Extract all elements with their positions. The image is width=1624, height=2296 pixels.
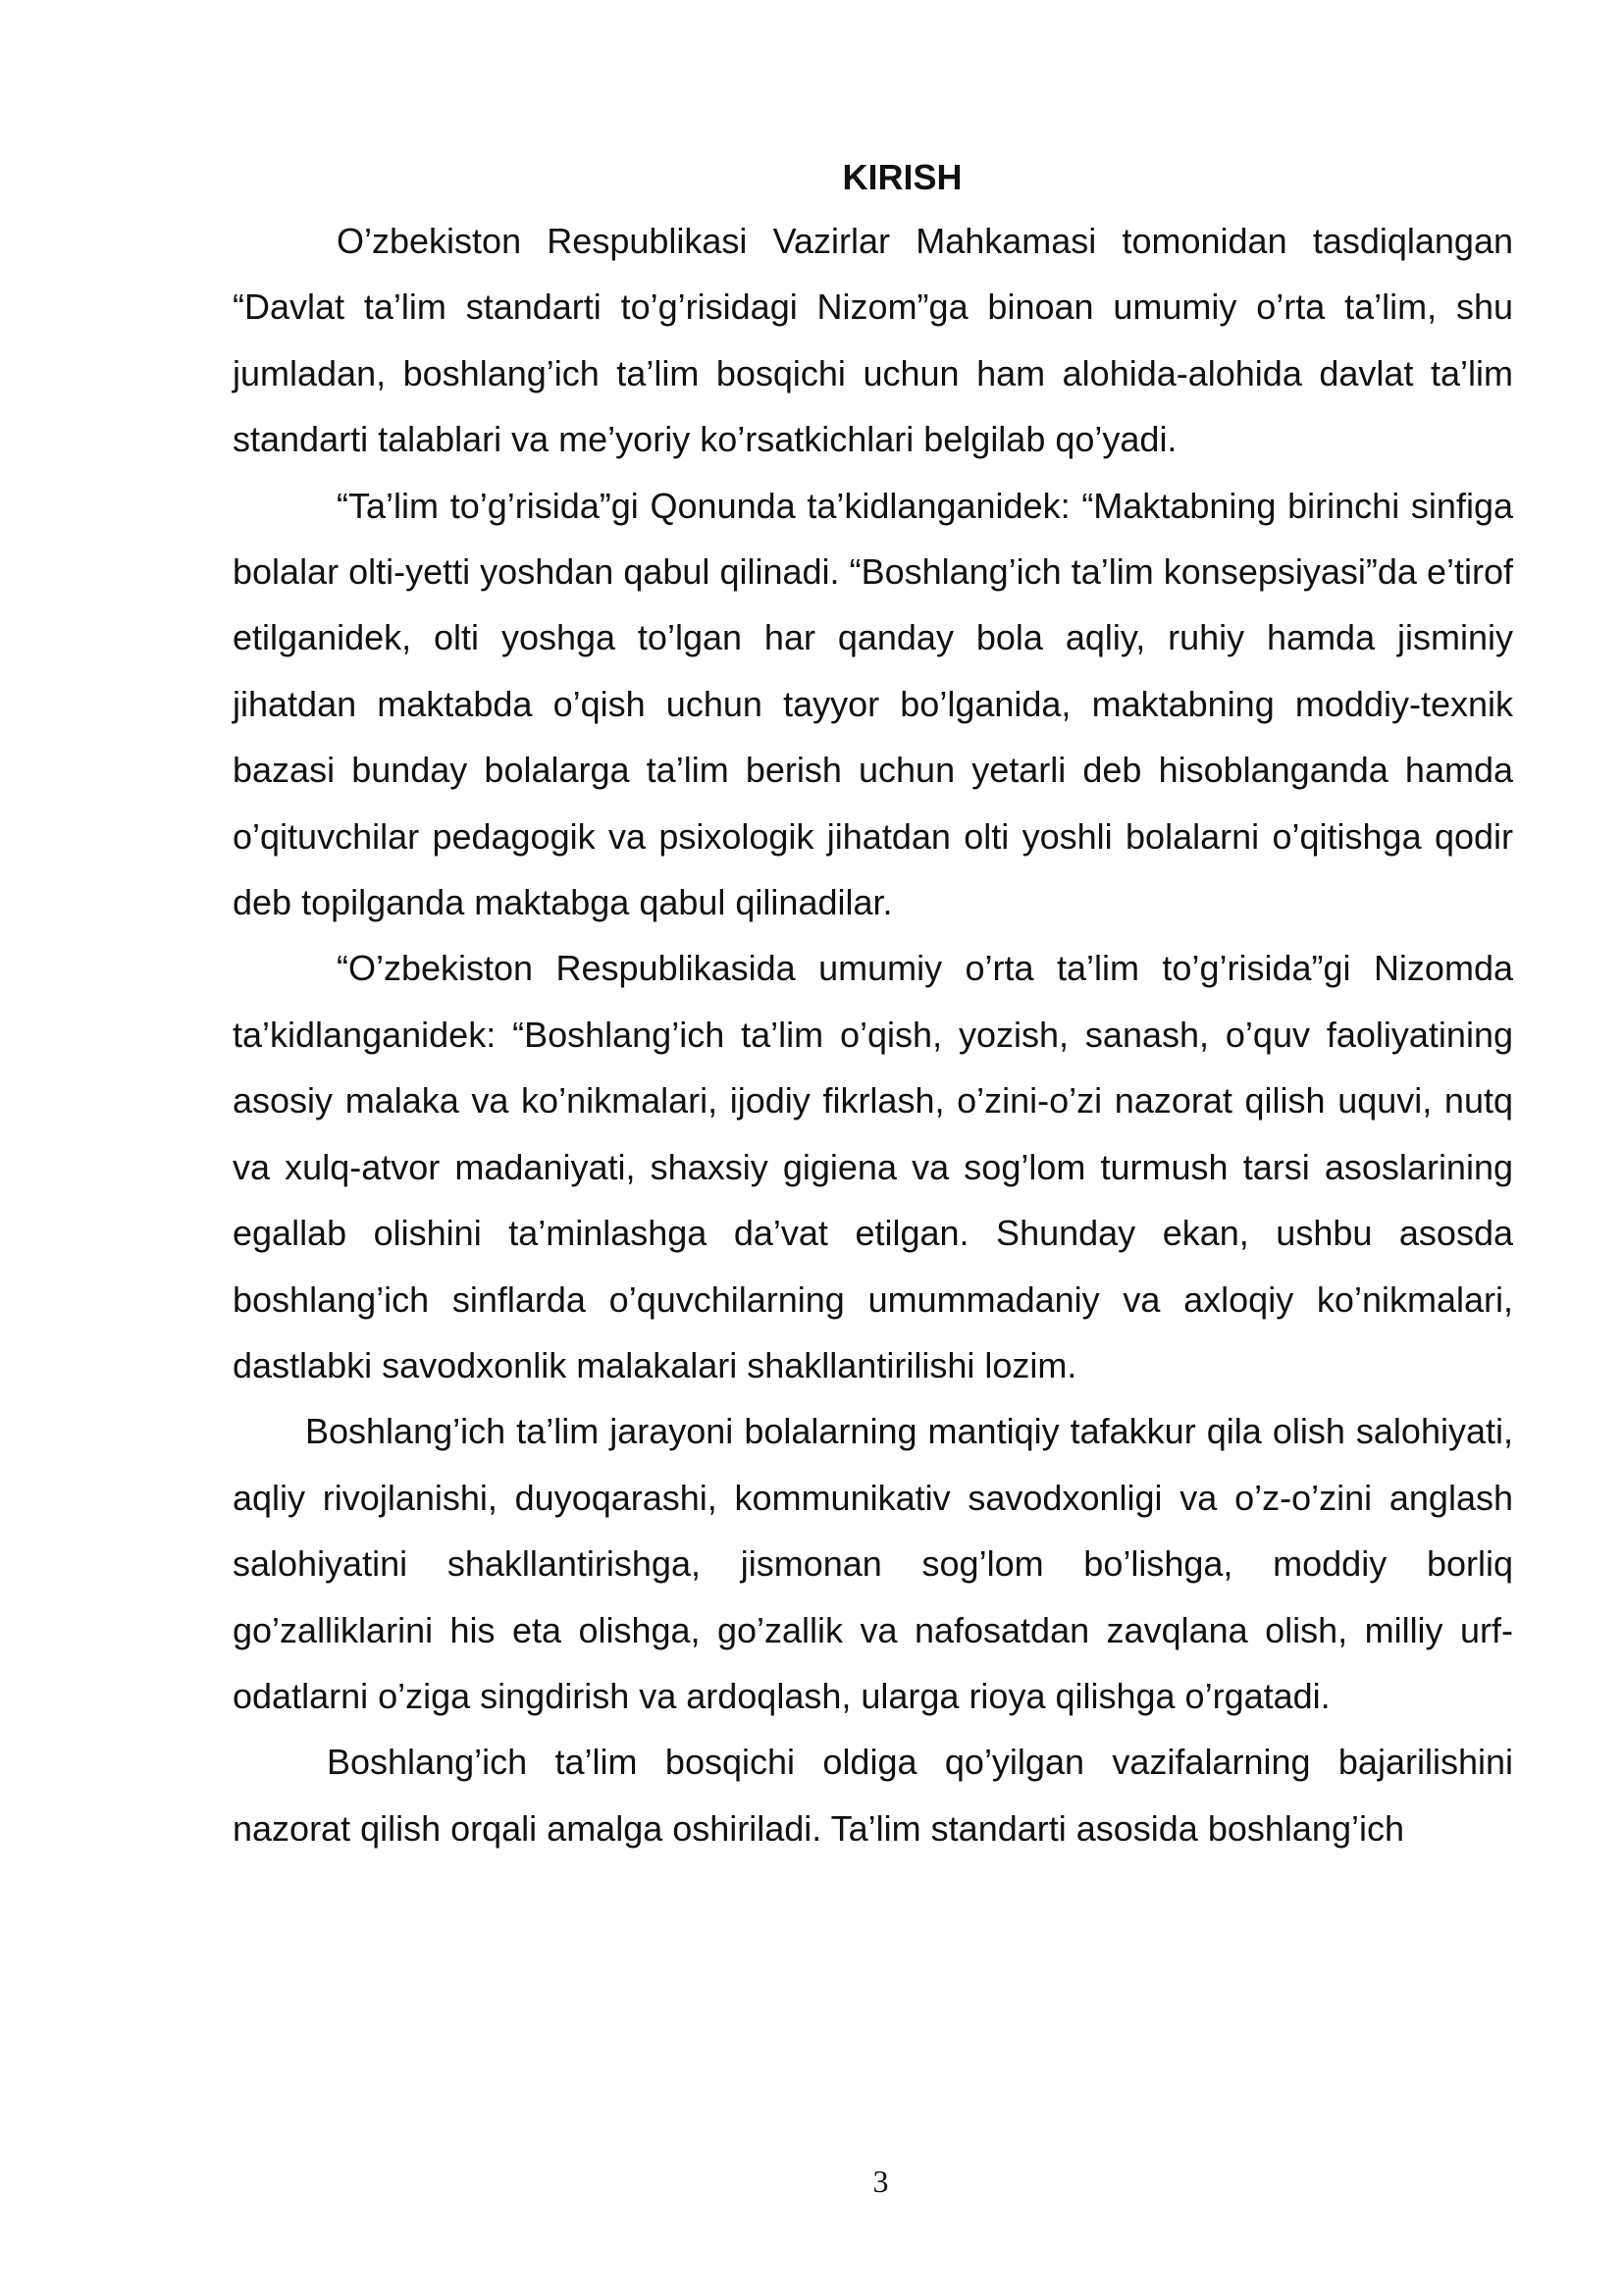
document-page (233, 147, 1513, 1861)
paragraph-5: Boshlang’ich ta’lim bosqichi oldiga qo’yilgan vazifalarning bajarilishini nazorat qilish orqali amalga oshiriladi. Ta’lim standarti asosida boshlang’ich (233, 1742, 1513, 1849)
paragraph-1: O’zbekiston Respublikasi Vazirlar Mahkamasi tomonidan tasdiqlangan “Davlat ta’lim standarti to’g’risidagi Nizom”ga binoan umumiy o’rta ta’lim, shu jumladan, boshlang’ich ta’lim bosqichi uchun ham alohida-alohida davlat ta’lim standarti talablari va me’yoriy ko’rsatkichlari belgilab qo’yadi. (233, 221, 1513, 460)
paragraph-4: Boshlang’ich ta’lim jarayoni bolalarning mantiqiy tafakkur qila olish salohiyati, aqliy rivojlanishi, duyoqarashi, kommunikativ savodxonligi va o’z-o’zini anglash salohiyatini shakllantirishga, jismonan sog’lom bo’lishga, moddiy borliq go’zalliklarini his eta olishga, go’zallik va nafosatdan zavqlana olish, milliy urf-odatlarni o’ziga singdirish va ardoqlash, ularga rioya qilishga o’rgatadi. (233, 1411, 1513, 1716)
paragraph-3: “O’zbekiston Respublikasida umumiy o’rta ta’lim to’g’risida”gi Nizomda ta’kidlanganidek: “Boshlang’ich ta’lim o’qish, yozish, sanash, o’quv faoliyatining asosiy malaka va ko’nikmalari, ijodiy fikrlash, o’zini-o’zi nazorat qilish uquvi, nutq va xulq-atvor madaniyati, shaxsiy gigiena va sog’lom turmush tarsi asoslarining egallab olishini ta’minlashga da’vat etilgan. Shunday ekan, ushbu asosda boshlang’ich sinflarda o’quvchilarning umummadaniy va axloqiy ko’nikmalari, dastlabki savodxonlik malakalari shakllantirilishi lozim. (233, 948, 1513, 1385)
page-number: 3 (872, 2164, 889, 2199)
paragraph-2: “Ta’lim to’g’risida”gi Qonunda ta’kidlanganidek: “Maktabning birinchi sinfiga bolalar olti-yetti yoshdan qabul qilinadi. “Boshlang’ich ta’lim konsepsiyasi”da e’tirof etilganidek, olti yoshga to’lgan har qanday bola aqliy, ruhiy hamda jisminiy jihatdan maktabda o’qish uchun tayyor bo’lganida, maktabning moddiy-texnik bazasi bunday bolalarga ta’lim berish uchun yetarli deb hisoblanganda hamda o’qituvchilar pedagogik va psixologik jihatdan olti yoshli bolalarni o’qitishga qodir deb topilganda maktabga qabul qilinadilar. (233, 485, 1513, 923)
page-title: KIRISH (842, 157, 963, 197)
